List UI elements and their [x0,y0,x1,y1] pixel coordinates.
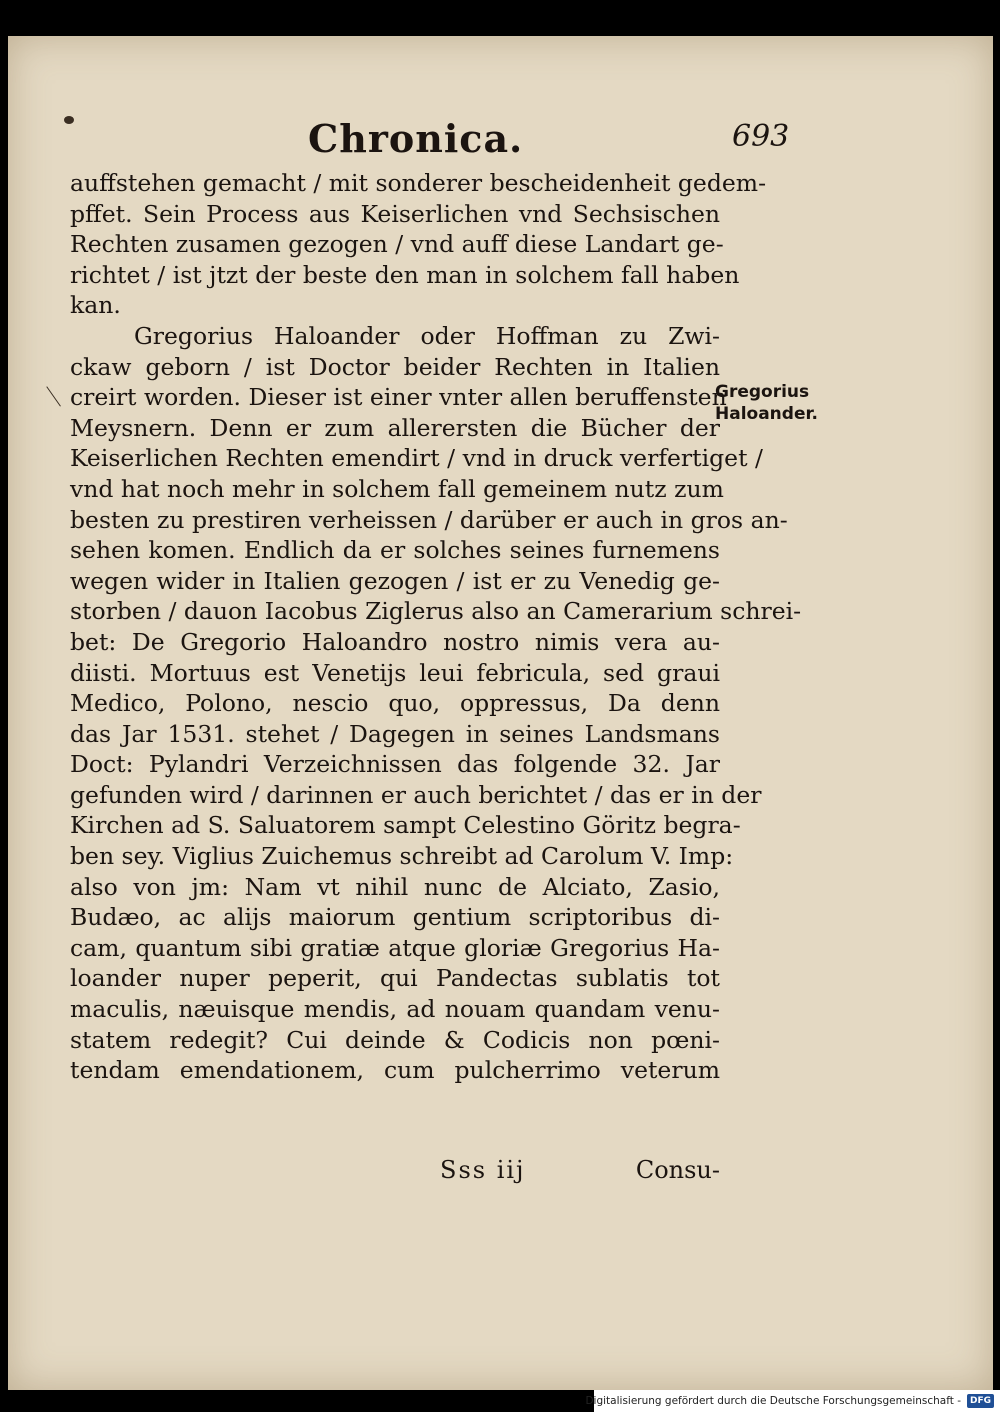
book-page [8,36,993,1390]
text-line: ben sey. Viglius Zuichemus schreibt ad Carolum V. Imp: [70,842,734,871]
text-line: bet: De Gregorio Haloandro nostro nimis vera au- [70,627,720,656]
ink-mark [64,116,74,124]
text-line: creirt worden. Dieser ist einer vnter allen beruffensten [70,383,727,412]
page-number: 693 [732,119,790,154]
text-line: Rechten zusamen gezogen / vnd auff diese Landart ge- [70,230,724,259]
text-line: vnd hat noch mehr in solchem fall gemeinem nutz zum [70,474,724,503]
text-line: das Jar 1531. stehet / Dagegen in seines Landsmans [70,719,720,748]
text-line: Meysnern. Denn er zum allerersten die Bücher der [70,413,720,442]
text-line: Gregorius Haloander oder Hoffman zu Zwi- [134,321,720,350]
text-line: Keiserlichen Rechten emendirt / vnd in druck verfertiget / [70,444,763,473]
text-line: kan. [70,291,121,320]
text-line: Doct: Pylandri Verzeichnissen das folgende 32. Jar [70,750,720,779]
signature-mark: Sss iij [440,1156,526,1184]
text-line: besten zu prestiren verheissen / darüber er auch in gros an- [70,505,788,534]
text-line: diisti. Mortuus est Venetijs leui febricula, sed graui [70,658,720,687]
text-line: storben / dauon Iacobus Ziglerus also an Camerarium schrei- [70,597,802,626]
text-line: also von jm: Nam vt nihil nunc de Alciato, Zasio, [70,872,720,901]
text-line: Budæo, ac alijs maiorum gentium scriptoribus di- [70,903,720,932]
text-line: pffet. Sein Process aus Keiserlichen vnd Sechsischen [70,199,720,228]
text-line: Kirchen ad S. Saluatorem sampt Celestino Göritz begra- [70,811,741,840]
text-line: maculis, næuisque mendis, ad nouam quandam venu- [70,995,720,1024]
marginal-note [715,381,818,425]
text-line: cam, quantum sibi gratiæ atque gloriæ Gregorius Ha- [70,933,720,962]
text-line: gefunden wird / darinnen er auch berichtet / das er in der [70,780,762,809]
marginal-stroke-mark [46,379,70,406]
body-text [70,168,802,1086]
text-line: statem redegit? Cui deinde & Codicis non pœni- [70,1025,720,1054]
text-line: richtet / ist jtzt der beste den man in solchem fall haben [70,260,740,289]
text-line: sehen komen. Endlich da er solches seines furnemens [70,536,720,565]
text-line: loander nuper peperit, qui Pandectas sublatis tot [70,964,720,993]
page-foot-line [70,1156,720,1188]
text-line: auffstehen gemacht / mit sonderer bescheidenheit gedem- [70,169,767,197]
text-line: tendam emendationem, cum pulcherrimo veterum [70,1056,720,1085]
catchword: Consu- [635,1156,720,1184]
text-line: Medico, Polono, nescio quo, oppressus, Da denn [70,689,720,718]
digitization-footer [585,1390,1000,1412]
running-title: Chronica. [308,116,524,161]
marginal-note-line: Gregorius [715,382,810,402]
funding-credit: Digitalisierung gefördert durch die Deutsche Forschungsgemeinschaft - [585,1395,961,1407]
text-line: ckaw geborn / ist Doctor beider Rechten in Italien [70,352,720,381]
text-line: wegen wider in Italien gezogen / ist er zu Venedig ge- [70,566,720,595]
dfg-logo: DFG [967,1394,994,1408]
marginal-note-line: Haloander. [715,404,818,424]
